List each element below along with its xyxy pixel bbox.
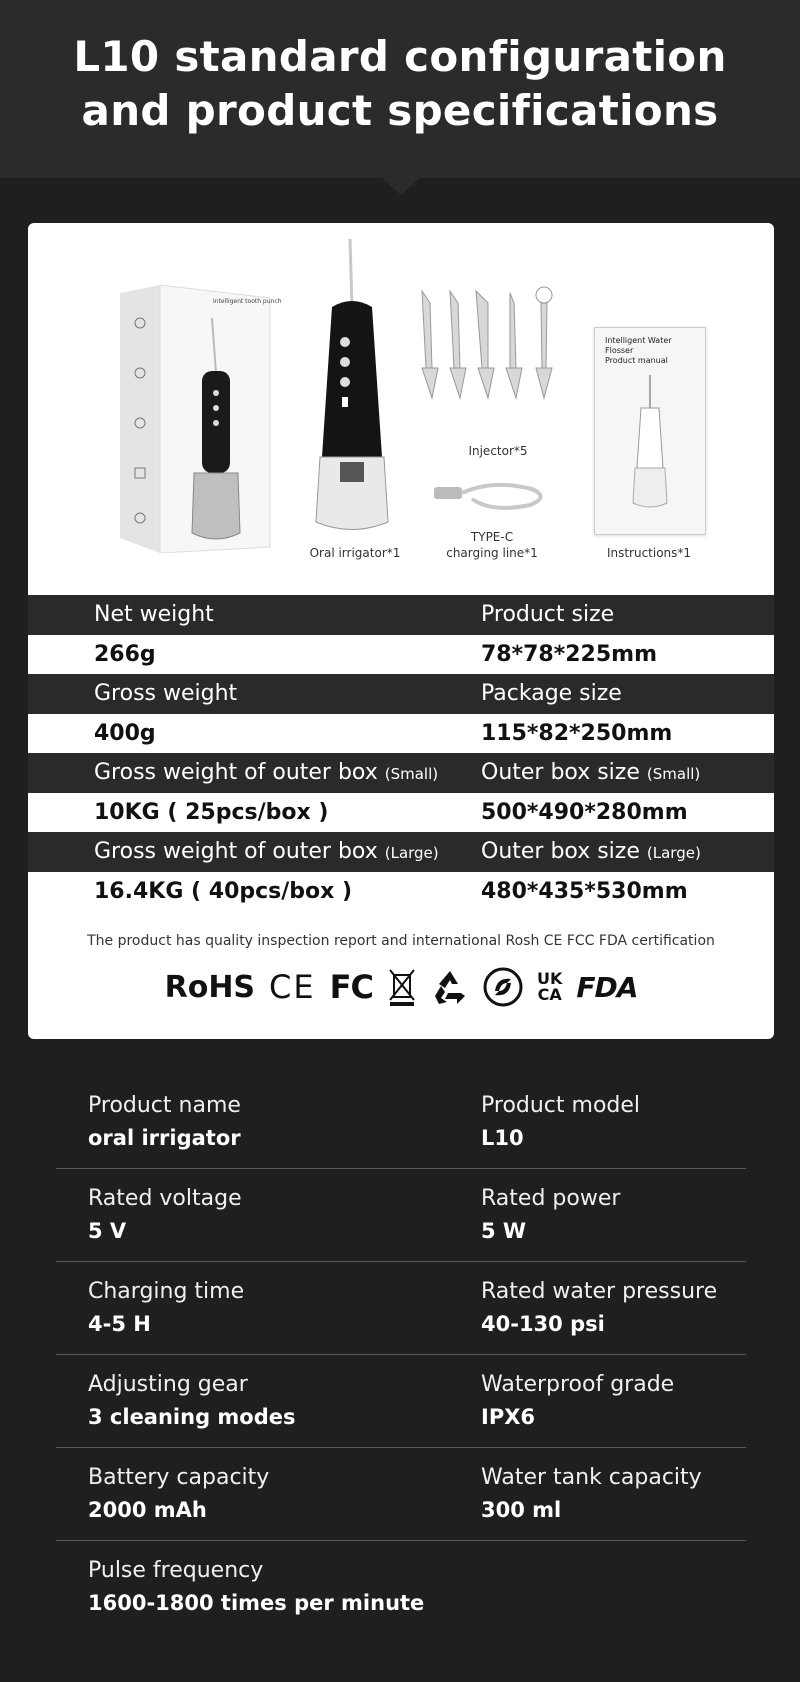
configuration-card bbox=[28, 223, 774, 1039]
spec-label: Waterproof grade bbox=[481, 1372, 675, 1397]
spec-label: Product model bbox=[481, 1093, 641, 1118]
weight-size-table bbox=[28, 595, 774, 911]
spec-value: 4-5 H bbox=[88, 1312, 151, 1336]
cell-text: 115*82*250mm bbox=[481, 720, 673, 746]
spec-item bbox=[481, 1369, 674, 1433]
spec-item bbox=[481, 1183, 620, 1247]
spec-value: 40-130 psi bbox=[481, 1312, 605, 1336]
spec-item bbox=[481, 1276, 717, 1340]
spec-row bbox=[56, 1262, 746, 1355]
spec-item bbox=[481, 1090, 640, 1154]
page-title-line-1: L10 standard configuration bbox=[73, 32, 727, 81]
cell-size-note: (Large) bbox=[646, 844, 701, 862]
table-header-row bbox=[28, 674, 774, 714]
type-c-cable-image bbox=[432, 475, 552, 515]
spec-item bbox=[88, 1462, 269, 1526]
cell-text: 400g bbox=[94, 720, 156, 746]
spec-label: Adjusting gear bbox=[88, 1372, 248, 1397]
spec-label: Pulse frequency bbox=[88, 1558, 264, 1583]
cell-text: Net weight bbox=[94, 602, 214, 627]
cell-text: 10KG ( 25pcs/box ) bbox=[94, 799, 329, 825]
manual-device-icon bbox=[625, 373, 675, 513]
spec-value: 5 V bbox=[88, 1219, 127, 1243]
product-box-image bbox=[120, 263, 280, 553]
table-value-row bbox=[28, 872, 774, 912]
spec-value: oral irrigator bbox=[88, 1126, 241, 1150]
oral-irrigator-image bbox=[310, 237, 400, 547]
spec-row bbox=[56, 1076, 746, 1169]
spec-value: 1600-1800 times per minute bbox=[88, 1591, 425, 1615]
spec-item bbox=[481, 1462, 702, 1526]
fda-logo: FDA bbox=[576, 970, 638, 1004]
table-value-cell bbox=[94, 872, 352, 912]
spec-item bbox=[88, 1369, 296, 1433]
table-header-cell bbox=[94, 753, 438, 795]
table-value-cell bbox=[481, 872, 688, 912]
spec-label: Rated power bbox=[481, 1186, 621, 1211]
spec-item bbox=[88, 1090, 241, 1154]
table-header-cell bbox=[481, 753, 700, 795]
table-header-row bbox=[28, 595, 774, 635]
table-value-cell bbox=[481, 635, 657, 675]
spec-value: 300 ml bbox=[481, 1498, 562, 1522]
spec-row bbox=[56, 1541, 746, 1633]
page-title-line-2: and product specifications bbox=[81, 86, 719, 135]
instructions-manual-image bbox=[594, 327, 706, 535]
spec-value: IPX6 bbox=[481, 1405, 536, 1429]
table-value-cell bbox=[94, 635, 156, 675]
cell-text: 480*435*530mm bbox=[481, 878, 688, 904]
spec-row bbox=[56, 1355, 746, 1448]
manual-title: Intelligent Water Flosser Product manual bbox=[605, 336, 672, 365]
cell-text: 78*78*225mm bbox=[481, 641, 658, 667]
spec-label: Product name bbox=[88, 1093, 241, 1118]
header-pointer bbox=[382, 178, 420, 195]
cell-text: Outer box size bbox=[481, 839, 640, 864]
table-header-row bbox=[28, 832, 774, 872]
spec-label: Rated voltage bbox=[88, 1186, 242, 1211]
spec-value: 3 cleaning modes bbox=[88, 1405, 296, 1429]
fcc-logo: FC bbox=[329, 968, 373, 1006]
cell-text: Gross weight of outer box bbox=[94, 839, 378, 864]
box-title: Intelligent tooth punch bbox=[213, 298, 282, 305]
ukca-logo bbox=[537, 971, 562, 1003]
spec-label: Water tank capacity bbox=[481, 1465, 702, 1490]
table-header-cell bbox=[481, 674, 622, 714]
table-value-row bbox=[28, 635, 774, 675]
rohs-logo: RoHS bbox=[164, 969, 256, 1005]
table-value-cell bbox=[94, 793, 328, 833]
certification-logos bbox=[28, 963, 774, 1011]
spec-value: 2000 mAh bbox=[88, 1498, 207, 1522]
table-value-cell bbox=[481, 793, 688, 833]
spec-item bbox=[88, 1183, 242, 1247]
ce-logo: CE bbox=[269, 968, 316, 1006]
cell-text: Package size bbox=[481, 681, 622, 706]
recycle-icon bbox=[431, 968, 469, 1006]
cell-size-note: (Small) bbox=[646, 765, 701, 783]
table-header-cell bbox=[481, 595, 614, 635]
cell-text: 266g bbox=[94, 641, 156, 667]
table-value-cell bbox=[481, 714, 672, 754]
spec-value: 5 W bbox=[481, 1219, 527, 1243]
table-header-cell bbox=[94, 832, 439, 874]
page-title bbox=[0, 30, 800, 138]
charging-line-label: TYPE-C charging line*1 bbox=[446, 530, 538, 560]
table-value-row bbox=[28, 793, 774, 833]
package-contents bbox=[28, 223, 774, 595]
cell-size-note: (Small) bbox=[384, 765, 439, 783]
weee-icon bbox=[387, 967, 417, 1007]
spec-label: Charging time bbox=[88, 1279, 245, 1304]
table-header-cell bbox=[94, 674, 237, 714]
spec-label: Battery capacity bbox=[88, 1465, 270, 1490]
green-dot-icon bbox=[483, 967, 523, 1007]
spec-label: Rated water pressure bbox=[481, 1279, 718, 1304]
ukca-logo-bottom: CA bbox=[537, 985, 562, 1004]
table-value-cell bbox=[94, 714, 156, 754]
oral-irrigator-label: Oral irrigator*1 bbox=[309, 546, 401, 560]
spec-value: L10 bbox=[481, 1126, 524, 1150]
cell-text: 500*490*280mm bbox=[481, 799, 688, 825]
cell-text: Outer box size bbox=[481, 760, 640, 785]
injector-nozzles-image bbox=[416, 283, 576, 423]
table-value-row bbox=[28, 714, 774, 754]
spec-row bbox=[56, 1448, 746, 1541]
instructions-label: Instructions*1 bbox=[606, 546, 692, 560]
table-header-cell bbox=[481, 832, 701, 874]
cell-size-note: (Large) bbox=[384, 844, 439, 862]
spec-item bbox=[88, 1276, 244, 1340]
table-header-row bbox=[28, 753, 774, 793]
page-header bbox=[0, 0, 800, 178]
cell-text: Gross weight bbox=[94, 681, 238, 706]
cell-text: Product size bbox=[481, 602, 615, 627]
specifications-list bbox=[56, 1076, 746, 1633]
certification-text: The product has quality inspection report and international Rosh CE FCC FDA certification bbox=[87, 933, 715, 949]
spec-item bbox=[88, 1555, 424, 1619]
cell-text: Gross weight of outer box bbox=[94, 760, 378, 785]
injector-label: Injector*5 bbox=[468, 444, 528, 458]
table-header-cell bbox=[94, 595, 214, 635]
ukca-logo-top: UK bbox=[536, 969, 563, 988]
cell-text: 16.4KG ( 40pcs/box ) bbox=[94, 878, 353, 904]
spec-row bbox=[56, 1169, 746, 1262]
